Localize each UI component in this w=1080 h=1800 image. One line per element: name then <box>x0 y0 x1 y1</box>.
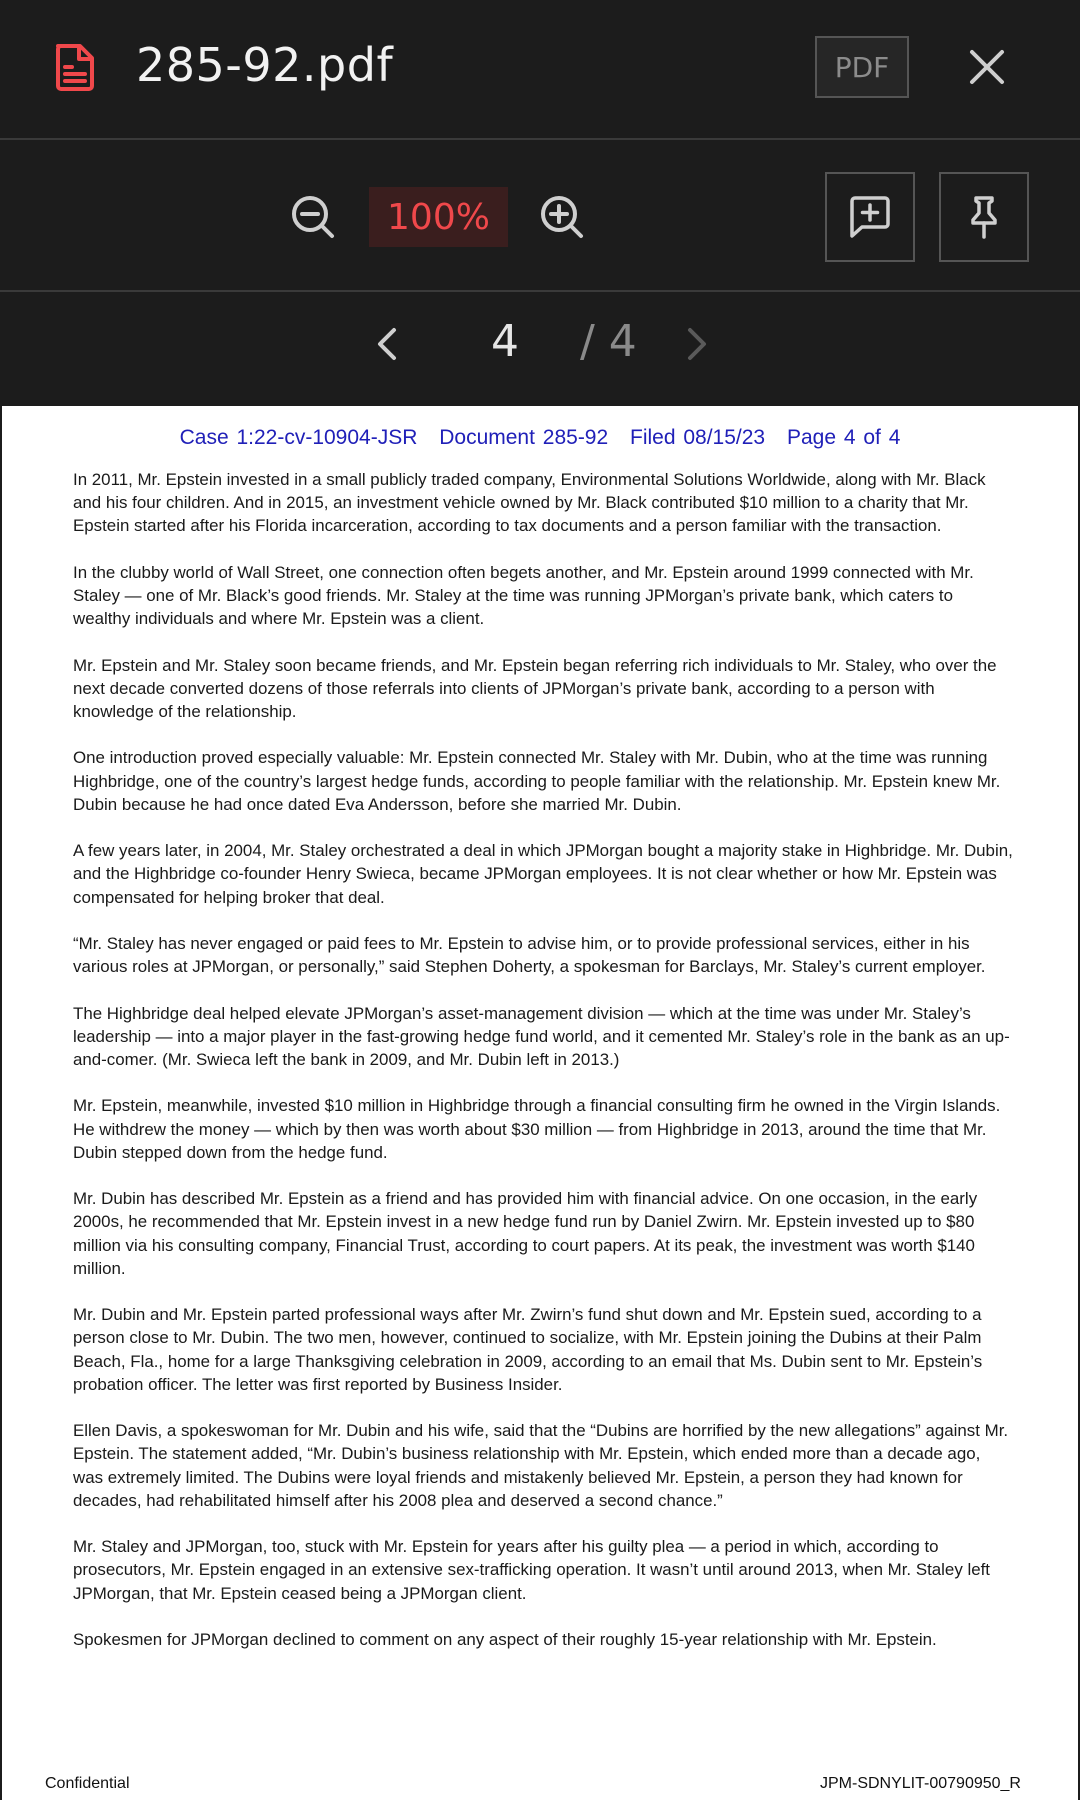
paragraph: Mr. Dubin has described Mr. Epstein as a friend and has provided him with financial advice. On one occasion, in the early 2000s, he recommended that Mr. Epstein invest in a new hedge fund run by Daniel Zwirn. Mr. Epstein invested up to $80 million via his consulting company, Financial Trust, according to court papers. At its peak, the investment was worth $140 million. <box>73 1189 978 1278</box>
current-page-input[interactable]: 4 <box>491 316 519 367</box>
pin-button[interactable] <box>939 172 1029 262</box>
pin-icon <box>960 193 1008 241</box>
document-page[interactable] <box>2 406 1078 1800</box>
confidential-label: Confidential <box>45 1775 130 1792</box>
total-pages: / 4 <box>580 316 637 367</box>
case-number: Case 1:22-cv-10904-JSR <box>179 426 418 449</box>
page-indicator: Page 4 of 4 <box>786 426 901 449</box>
document-body <box>73 468 1013 1674</box>
paragraph: In the clubby world of Wall Street, one connection often begets another, and Mr. Epstein around 1999 connected with Mr. Staley — one of Mr. Black’s good friends. Mr. Staley at the time was running JPMorgan’s private bank, which caters to wealthy individuals and where Mr. Epstein was a client. <box>73 562 974 629</box>
paragraph: Mr. Staley and JPMorgan, too, stuck with Mr. Epstein for years after his guilty plea — a period in which, according to prosecutors, Mr. Epstein engaged in an extensive sex-trafficking operation. It wasn’t until around 2013, when Mr. Staley left JPMorgan, that Mr. Epstein ceased being a JPMorgan client. <box>73 1537 990 1603</box>
paragraph: Ellen Davis, a spokeswoman for Mr. Dubin and his wife, said that the “Dubins are horrified by the new allegations” against Mr. Epstein. The statement added, “Mr. Dubin’s business relationship with Mr. Epstein, which ended more than a decade ago, was extremely limited. The Dubins were loyal friends and mistakenly believed Mr. Epstein, a person they had known for decades, had rehabilitated himself after his 2008 plea and deserved a second chance.” <box>73 1421 1009 1510</box>
file-name: 285-92.pdf <box>136 38 394 92</box>
format-badge: PDF <box>815 36 909 98</box>
paragraph: A few years later, in 2004, Mr. Staley orchestrated a deal in which JPMorgan bought a majority stake in Highbridge. Mr. Dubin, and the Highbridge co-founder Henry Swieca, became JPMorgan employees. It is not clear whether or how Mr. Epstein was compensated for helping broker that deal. <box>73 841 1013 907</box>
document-number: Document 285-92 <box>439 426 609 449</box>
paragraph: The Highbridge deal helped elevate JPMorgan’s asset-management division — which at the time was under Mr. Staley’s leadership — into a major player in the fast-growing hedge fund world, and it cemented Mr. Staley’s role in the bank as an up-and-comer. (Mr. Swieca left the bank in 2009, and Mr. Dubin left in 2013.) <box>73 1003 1010 1069</box>
zoom-in-icon[interactable] <box>539 194 585 240</box>
paragraph: “Mr. Staley has never engaged or paid fees to Mr. Epstein to advise him, or to provide professional services, either in his various roles at JPMorgan, or personally,” said Stephen Doherty, a spokesman for Barclays, Mr. Staley’s current employer. <box>73 933 986 977</box>
file-document-icon <box>52 42 98 92</box>
case-header <box>2 426 1078 450</box>
zoom-toolbar <box>0 142 1080 292</box>
zoom-out-icon[interactable] <box>290 194 336 240</box>
paragraph: In 2011, Mr. Epstein invested in a small publicly traded company, Environmental Solutions Worldwide, along with Mr. Black and his four children. And in 2015, an investment vehicle owned by Mr. Black contributed $10 million to a charity that Mr. Epstein started after his Florida incarceration, according to tax documents and a person familiar with the transaction. <box>73 470 986 536</box>
add-comment-button[interactable] <box>825 172 915 262</box>
add-comment-icon <box>846 193 894 241</box>
bates-number: JPM-SDNYLIT-00790950_R <box>820 1775 1021 1792</box>
paragraph: Mr. Epstein and Mr. Staley soon became friends, and Mr. Epstein began referring rich individuals to Mr. Staley, who over the next decade converted dozens of those referrals into clients of JPMorgan’s private bank, according to a person with knowledge of the relationship. <box>73 655 997 721</box>
chevron-right-icon[interactable] <box>680 324 714 364</box>
paragraph: Spokesmen for JPMorgan declined to comment on any aspect of their roughly 15-year relationship with Mr. Epstein. <box>73 1629 937 1649</box>
paragraph: Mr. Epstein, meanwhile, invested $10 million in Highbridge through a financial consulting firm he owned in the Virgin Islands. He withdrew the money — which by then was worth about $30 million — from Highbridge in 2013, around the time that Mr. Dubin stepped down from the hedge fund. <box>73 1096 1001 1162</box>
close-icon[interactable] <box>964 44 1010 90</box>
chevron-left-icon[interactable] <box>370 324 404 364</box>
paragraph: Mr. Dubin and Mr. Epstein parted professional ways after Mr. Zwirn’s fund shut down and Mr. Epstein sued, according to a person close to Mr. Dubin. The two men, however, continued to socialize, with Mr. Epstein joining the Dubins at their Palm Beach, Fla., home for a large Thanksgiving celebration in 2009, according to an email that Ms. Dubin sent to Mr. Epstein’s probation officer. The letter was first reported by Business Insider. <box>73 1305 983 1394</box>
filed-date: Filed 08/15/23 <box>630 426 766 449</box>
zoom-level[interactable]: 100% <box>369 187 508 247</box>
viewer-header <box>0 0 1080 140</box>
page-navigator <box>0 294 1080 406</box>
paragraph: One introduction proved especially valuable: Mr. Epstein connected Mr. Staley with Mr. Dubin, who at the time was running Highbridge, one of the country’s largest hedge funds, according to people familiar with the relationship. Mr. Epstein knew Mr. Dubin because he had once dated Eva Andersson, before she married Mr. Dubin. <box>73 748 1001 814</box>
